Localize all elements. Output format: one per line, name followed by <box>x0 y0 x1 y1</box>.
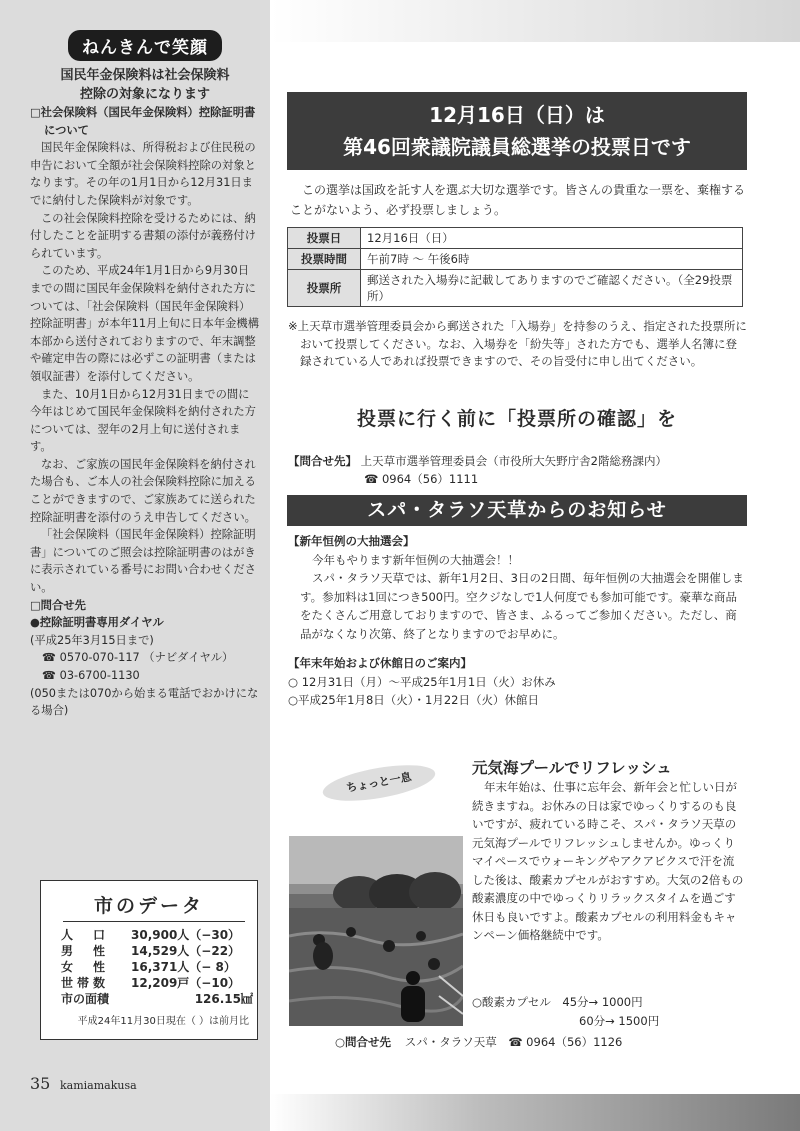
pension-para-2: この社会保険料控除を受けるためには、納付したことを証明する書類の添付が義務付けられています。 <box>30 211 256 260</box>
dial-label: ●控除証明書専用ダイヤル <box>30 616 164 630</box>
price-row: ○酸素カプセル 45分→ 1000円 <box>472 995 643 1009</box>
top-gradient-strip <box>270 0 800 42</box>
pension-para-1: 国民年金保険料は、所得税および住民税の申告において全額が社会保険料控除の対象となります。その年の1月1日から12月31日までに納付した保険料が対象です。 <box>30 141 256 207</box>
election-contact: 【問合せ先】 上天草市選挙管理委員会（市役所大矢野庁舎2階総務課内） ☎ 0964（56）1111 <box>288 452 748 488</box>
pension-heading: 国民年金保険料は社会保険料 控除の対象になります <box>60 68 230 102</box>
relax-badge: ちょっと一息 <box>320 758 437 807</box>
city-data-row: 女 性 16,371人（− 8） <box>61 960 236 974</box>
price-row: 60分→ 1500円 <box>579 1013 660 1028</box>
city-data-title: 市のデータ <box>93 895 204 917</box>
city-data-note: 平成24年11月30日現在（ ）は前月比 <box>77 1016 249 1027</box>
polling-place-check-heading: 投票に行く前に「投票所の確認」を <box>356 408 677 430</box>
holiday-item: ○ 12月31日（月）〜平成25年1月1日（火）お休み <box>288 674 556 689</box>
spa-banner: スパ・タラソ天草からのお知らせ <box>287 495 747 526</box>
pension-para-5: なお、ご家族の国民年金保険料を納付された場合も、ご本人の社会保険料控除に加えることができますので、ご家族あてに送られた控除証明書を添付のうえ申告してください。 <box>30 457 256 524</box>
spa-contact: ○問合せ先 スパ・タラソ天草 ☎ 0964（56）1126 <box>335 1035 623 1049</box>
phone-direct: ☎ 03-6700-1130 <box>42 669 140 682</box>
city-data-row: 人 口 30,900人（−30） <box>61 928 241 942</box>
city-data-rule <box>63 921 245 922</box>
election-contact-phone: ☎ 0964（56）1111 <box>364 472 479 486</box>
pension-para-3: このため、平成24年1月1日から9月30日までの間に国民年金保険料を納付された方については、「社会保険料（国民年金保険料）控除証明書」が本年11月上旬に日本年金機構本部から送付されておりますので、年末調整や確定申告の際には必ずこの証明書（または領収証書）を添付してください。 <box>30 264 260 383</box>
table-row: 投票日 12月16日（日） <box>288 228 743 249</box>
lottery-text: スパ・タラソ天草では、新年1月2日、3日の2日間、毎年恒例の大抽選会を開催します。参加料は1回につき500円。空クジなしで1人何度でも参加可能です。豪華な商品をたくさんご用意しておりますので、皆さま、ふるってご参加ください。ただし、商品がなくなり次第、終了となりますのでお早めに。 <box>300 571 744 641</box>
phone-navi-dial: ☎ 0570-070-117 （ナビダイヤル） <box>42 651 234 665</box>
table-row: 投票所 郵送された入場券に記載してありますのでご確認ください。（全29投票所） <box>288 270 743 307</box>
election-note: ※上天草市選挙管理委員会から郵送された「入場券」を持参のうえ、指定された投票所において投票してください。なお、入場券を「紛失等」された方でも、選挙人名簿に登録されている人であれば投票できますので、その旨受付に申し出てください。 <box>288 319 747 368</box>
city-data-row: 男 性 14,529人（−22） <box>61 944 241 958</box>
oxygen-capsule-prices <box>472 993 744 1030</box>
poll-info-table <box>287 227 743 307</box>
holiday-item: ○平成25年1月8日（火）・1月22日（火）休館日 <box>288 693 539 707</box>
city-data-box <box>40 880 258 1040</box>
page-number: 35 <box>30 1074 51 1093</box>
holiday-heading: 【年末年始および休館日のご案内】 <box>288 656 472 670</box>
page-site-name: kamiamakusa <box>60 1079 137 1092</box>
election-intro: この選挙は国政を託す人を選ぶ大切な選挙です。皆さんの貴重な一票を、棄権することがないよう、必ず投票しましょう。 <box>290 183 746 217</box>
pension-para-4: また、10月1日から12月31日までの間に今年はじめて国民年金保険料を納付された方については、翌年の2月上旬に送付されます。 <box>30 387 256 454</box>
table-row: 投票時間 午前7時 〜 午後6時 <box>288 249 743 270</box>
lottery-heading: 【新年恒例の大抽選会】 <box>288 534 415 548</box>
city-data-row: 市の面積 126.15㎢ <box>61 992 253 1006</box>
pension-para-6: 「社会保険料（国民年金保険料）控除証明書」についてのご照会は控除証明書のはがきに表示されている番号にお問い合わせください。 <box>30 528 256 595</box>
dial-period: (平成25年3月15日まで) <box>30 633 154 647</box>
lottery-lead: 今年もやります新年恒例の大抽選会！！ <box>312 552 519 567</box>
spa-news <box>288 532 745 710</box>
pool-photo <box>289 836 463 1026</box>
bottom-gradient-strip <box>270 1094 800 1131</box>
inquiry-label: □問合せ先 <box>30 598 86 612</box>
pool-title: 元気海プールでリフレッシュ <box>472 759 672 777</box>
election-banner: 12月16日（日）は 第46回衆議院議員総選挙の投票日です <box>287 92 747 170</box>
pension-subheading: □社会保険料（国民年金保険料）控除証明書について <box>30 106 256 137</box>
pension-banner: ねんきんで笑顔 <box>68 30 222 61</box>
pension-article <box>30 28 260 720</box>
city-data-row: 世帯数 12,209戸（−10） <box>61 976 241 990</box>
pool-text: 年末年始は、仕事に忘年会、新年会と忙しい日が続きますね。お休みの日は家でゆっくりするのも良いですが、疲れている時こそ、スパ・タラソ天草の元気海プールでリフレッシュしませんか。ゆっくりマイペースでウォーキングやアクアビクスで汗を流した後は、酸素カプセルがおすすめ。大気の2倍もの酸素濃度の中でゆっくりリラックスタイムを過ごす休日も良いですよ。酸素カプセルの利用料金もキャンペーン価格継続中です。 <box>472 780 744 942</box>
phone-note: (050または070から始まる電話でおかけになる場合) <box>30 686 259 718</box>
